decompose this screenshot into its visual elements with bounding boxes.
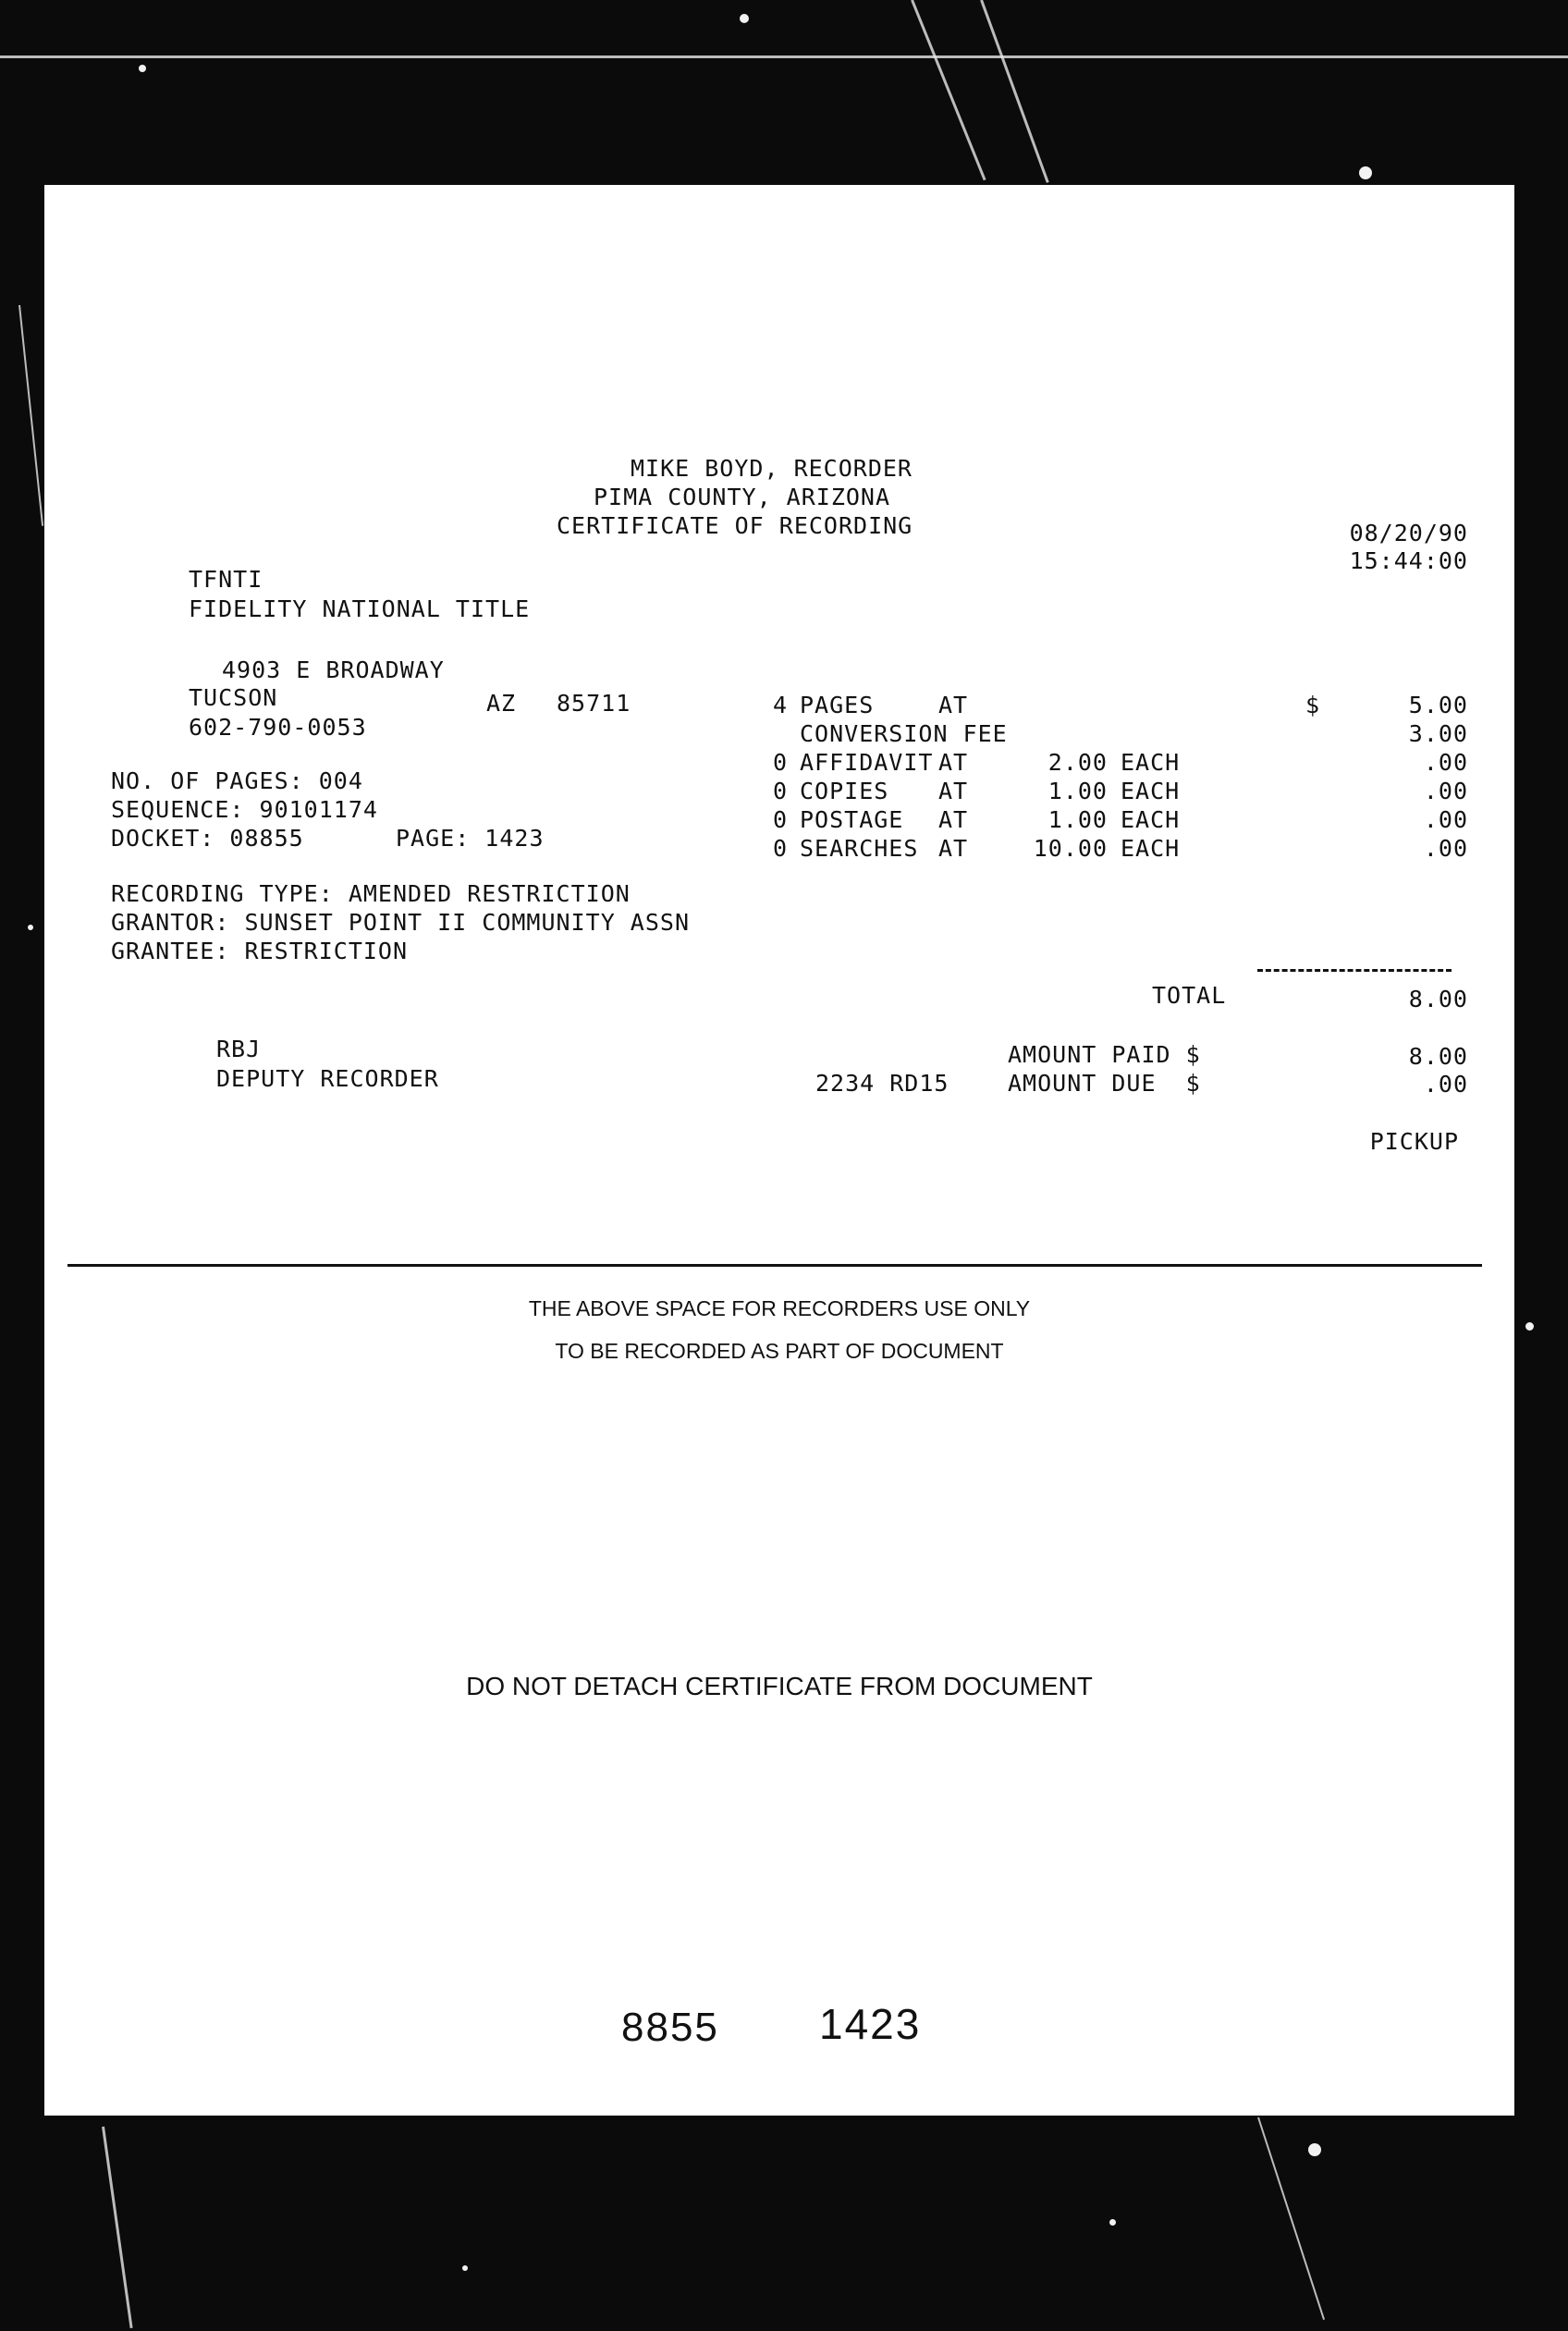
fee-row [766,835,1468,864]
amount-due-value: .00 [1423,1071,1468,1098]
scan-speck [139,65,146,72]
fee-each: EACH [1121,806,1181,833]
number-of-pages: NO. OF PAGES: 004 [111,767,363,794]
fee-at: AT [938,778,969,804]
docket-number: DOCKET: 08855 [111,825,304,852]
fee-row [766,692,1468,720]
fee-rate: 10.00 [1033,835,1108,862]
scan-scratch [102,2127,133,2328]
addressee-zip: 85711 [557,690,631,717]
addressee-code: TFNTI [189,566,263,593]
fee-at: AT [938,835,969,862]
scan-speck [1109,2219,1116,2226]
scan-speck [28,925,33,930]
fee-rate: 1.00 [1047,778,1108,804]
scan-speck [462,2265,468,2271]
total-value: 8.00 [1408,986,1468,1012]
fee-quantity: 0 [772,749,788,776]
fee-each: EACH [1121,835,1181,862]
sequence-number: SEQUENCE: 90101174 [111,796,378,823]
stamp-page-number: 1423 [819,2000,922,2048]
fee-item: AFFIDAVIT [800,749,934,776]
scan-speck [1308,2143,1321,2156]
fee-amount: .00 [1423,806,1468,833]
certificate-title: CERTIFICATE OF RECORDING [557,512,913,539]
fee-at: AT [938,692,969,718]
fee-quantity: 0 [772,806,788,833]
county-name: PIMA COUNTY, ARIZONA [594,484,891,510]
grantee: GRANTEE: RESTRICTION [111,938,409,964]
fee-item: POSTAGE [800,806,904,833]
fee-row [766,806,1468,835]
total-divider [1257,969,1452,972]
total-label: TOTAL [1152,982,1227,1009]
fee-rate: 2.00 [1047,749,1108,776]
fee-amount: .00 [1423,835,1468,862]
fee-at: AT [938,806,969,833]
stamp-docket-number: 8855 [621,2005,719,2050]
fee-item: CONVERSION FEE [800,720,1008,747]
fee-quantity: 0 [772,835,788,862]
clerk-initials: RBJ [216,1036,262,1062]
amount-paid-label: AMOUNT PAID $ [1008,1041,1201,1068]
fee-row [766,749,1468,778]
scan-speck [1525,1322,1534,1331]
scan-scratch [0,55,1568,58]
fee-quantity: 0 [772,778,788,804]
fee-amount: 5.00 [1408,692,1468,718]
grantor: GRANTOR: SUNSET POINT II COMMUNITY ASSN [111,909,690,936]
scan-scratch [18,305,43,526]
docket-stamp [621,2005,719,2051]
fee-each: EACH [1121,778,1181,804]
register-number: 2234 RD15 [815,1070,949,1097]
scan-speck [740,14,749,23]
record-date: 08/20/90 [1349,520,1468,546]
fee-table [766,692,1468,877]
record-instruction: TO BE RECORDED AS PART OF DOCUMENT [555,1339,1004,1363]
addressee-phone: 602-790-0053 [189,714,367,741]
page-stamp [819,1999,921,2049]
fee-currency: $ [1305,692,1321,718]
addressee-city: TUCSON [189,684,278,711]
scan-scratch [911,0,986,180]
fee-amount: .00 [1423,749,1468,776]
detach-warning: DO NOT DETACH CERTIFICATE FROM DOCUMENT [466,1672,1093,1700]
recorder-space-note: THE ABOVE SPACE FOR RECORDERS USE ONLY [528,1296,1031,1320]
fee-at: AT [938,749,969,776]
docket-page: PAGE: 1423 [396,825,545,852]
fee-item: SEARCHES [800,835,919,862]
fee-row [766,720,1468,749]
recorder-name: MIKE BOYD, RECORDER [631,455,913,482]
fee-row [766,778,1468,806]
fee-quantity: 4 [772,692,788,718]
addressee-street: 4903 E BROADWAY [222,656,445,683]
fee-amount: 3.00 [1408,720,1468,747]
fee-item: COPIES [800,778,889,804]
recorder-space-rule [67,1264,1482,1267]
scan-speck [1359,166,1372,179]
fee-item: PAGES [800,692,875,718]
addressee-name: FIDELITY NATIONAL TITLE [189,595,531,622]
recording-type: RECORDING TYPE: AMENDED RESTRICTION [111,880,631,907]
scan-scratch [980,0,1049,183]
certificate-page [44,185,1514,2116]
addressee-state: AZ [486,690,517,717]
amount-due-label: AMOUNT DUE $ [1008,1070,1201,1097]
clerk-title: DEPUTY RECORDER [216,1065,439,1092]
record-time: 15:44:00 [1349,547,1468,574]
fee-amount: .00 [1423,778,1468,804]
fee-each: EACH [1121,749,1181,776]
amount-paid-value: 8.00 [1408,1043,1468,1070]
delivery-method: PICKUP [1369,1128,1459,1155]
fee-rate: 1.00 [1047,806,1108,833]
